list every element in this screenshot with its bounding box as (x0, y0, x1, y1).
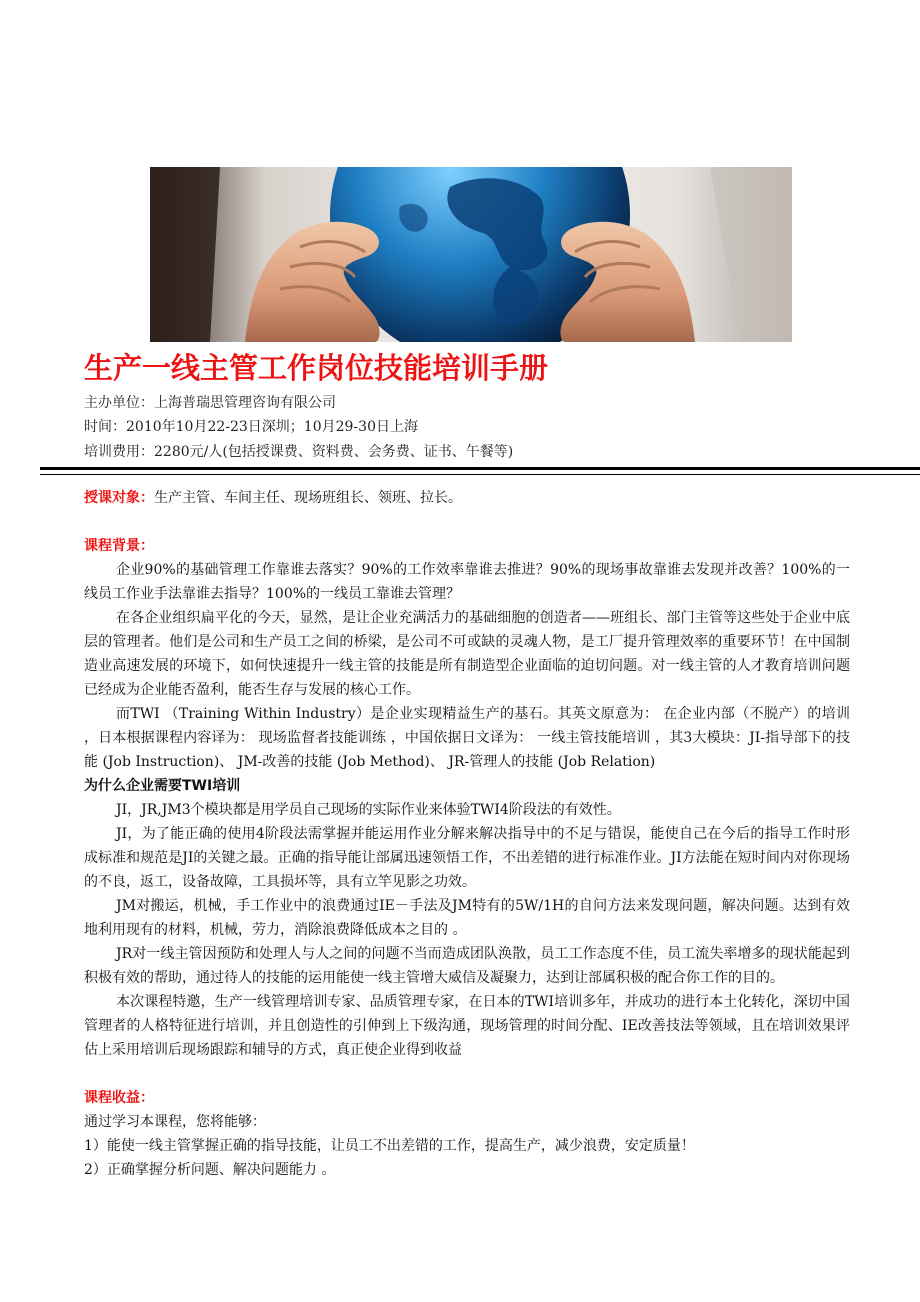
header-divider-thin (40, 474, 920, 475)
background-paragraph: 在各企业组织扁平化的今天，显然，是让企业充满活力的基础细胞的创造者——班组长、部门主管等这些处于企业中底层的管理者。他们是公司和生产员工之间的桥梁，是公司不可或缺的灵魂人物，是工厂提升管理效率的重要环节！在中国制造业高速发展的环境下，如何快速提升一线主管的技能是所有制造型企业面临的迫切问题。对一线主管的人才教育培训问题已经成为企业能否盈利，能否生存与发展的核心工作。 (84, 610, 850, 698)
background-label: 课程背景： (84, 538, 154, 554)
document-title: 生产一线主管工作岗位技能培训手册 (84, 351, 549, 385)
why-paragraph: JI，JR,JM3个模块都是用学员自己现场的实际作业来体验TWI4阶段法的有效性。 (116, 802, 621, 818)
benefits-label: 课程收益： (84, 1090, 154, 1106)
background-paragraph: 而TWI （Training Within Industry）是企业实现精益生产的基石。其英文原意为： 在企业内部（不脱产）的培训 ，日本根据课程内容译为： 现场监督者技能训练 ，中国依据日文译为： 一线主管技能培训 ，其3大模块：JI-指导部下的技能 (Job Instruction)、 JM-改善的技能 (Job Method)、 JR-管理人的技能 (Job Relation) (84, 706, 850, 770)
time-line: 时间：2010年10月22-23日深圳；10月29-30日上海 (84, 419, 418, 435)
banner-globe-image (150, 167, 792, 342)
why-paragraph: JM对搬运，机械，手工作业中的浪费通过IE－手法及JM特有的5W/1H的自问方法来发现问题，解决问题。达到有效地利用现有的材料，机械，劳力，消除浪费降低成本之目的 。 (84, 898, 850, 938)
why-paragraph: 本次课程特邀，生产一线管理培训专家、品质管理专家，在日本的TWI培训多年，并成功的进行本土化转化，深切中国管理者的人格特征进行培训，并且创造性的引伸到上下级沟通，现场管理的时间分配、IE改善技法等领域，且在培训效果评估上采用培训后现场跟踪和辅导的方式，真正使企业得到收益 (84, 994, 850, 1058)
audience-label: 授课对象： (84, 490, 154, 506)
fee-line: 培训费用：2280元/人(包括授课费、资料费、会务费、证书、午餐等) (84, 444, 514, 460)
audience-text: 生产主管、车间主任、现场班组长、领班、拉长。 (154, 490, 462, 506)
benefits-intro: 通过学习本课程，您将能够： (84, 1114, 266, 1130)
why-paragraph: JI，为了能正确的使用4阶段法需掌握并能运用作业分解来解决指导中的不足与错误，能使自己在今后的指导工作时形成标准和规范是JI的关键之最。正确的指导能让部属迅速领悟工作，不出差错的进行标准作业。JI方法能在短时间内对你现场的不良，返工，设备故障，工具损坏等，具有立竿见影之功效。 (84, 826, 850, 890)
header-divider-thick (40, 467, 920, 470)
background-paragraph: 企业90%的基础管理工作靠谁去落实？90%的工作效率靠谁去推进？90%的现场事故靠谁去发现并改善？100%的一线员工作业手法靠谁去指导？100%的一线员工靠谁去管理？ (84, 562, 850, 602)
organizer-line: 主办单位：上海普瑞思管理咨询有限公司 (84, 395, 336, 411)
why-heading: 为什么企业需要TWI培训 (84, 778, 241, 794)
why-paragraph: JR对一线主管因预防和处理人与人之间的问题不当而造成团队涣散，员工工作态度不佳，员工流失率增多的现状能起到积极有效的帮助，通过待人的技能的运用能使一线主管增大威信及凝聚力，达到让部属积极的配合你工作的目的。 (84, 946, 850, 986)
document-body (84, 486, 850, 1182)
benefit-item: 2）正确掌握分析问题、解决问题能力 。 (84, 1162, 336, 1178)
benefit-item: 1）能使一线主管掌握正确的指导技能，让员工不出差错的工作，提高生产，减少浪费，安定质量！ (84, 1138, 695, 1154)
audience-line (84, 486, 850, 510)
